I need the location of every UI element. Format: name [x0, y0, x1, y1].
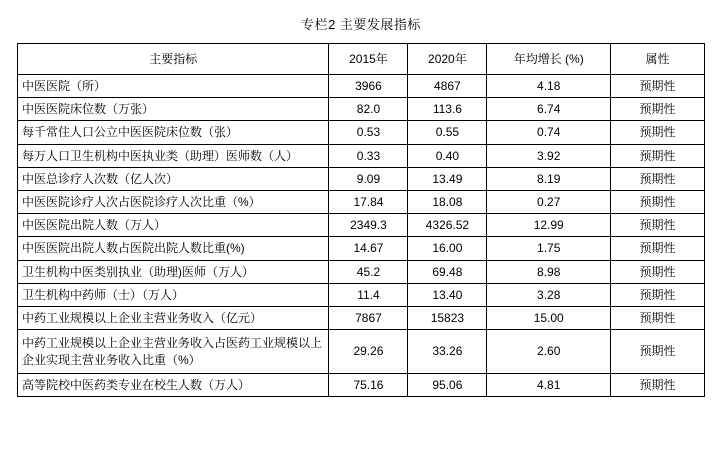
cell-growth: 3.92 [487, 144, 611, 167]
cell-2015: 2349.3 [329, 214, 408, 237]
cell-attribute: 预期性 [611, 144, 705, 167]
cell-indicator: 中医医院诊疗人次占医院诊疗人次比重（%） [18, 190, 329, 213]
cell-2015: 82.0 [329, 98, 408, 121]
table-row [18, 260, 705, 283]
cell-2015: 11.4 [329, 283, 408, 306]
cell-2020: 18.08 [408, 190, 487, 213]
cell-2020: 95.06 [408, 374, 487, 397]
cell-attribute: 预期性 [611, 190, 705, 213]
column-header-indicator: 主要指标 [18, 44, 329, 75]
cell-indicator: 中医医院出院人数（万人） [18, 214, 329, 237]
cell-2020: 113.6 [408, 98, 487, 121]
cell-2020: 13.40 [408, 283, 487, 306]
column-header-2020: 2020年 [408, 44, 487, 75]
cell-2020: 69.48 [408, 260, 487, 283]
cell-2015: 75.16 [329, 374, 408, 397]
cell-growth: 8.19 [487, 167, 611, 190]
cell-2015: 0.33 [329, 144, 408, 167]
table-body [18, 75, 705, 397]
cell-attribute: 预期性 [611, 374, 705, 397]
cell-attribute: 预期性 [611, 121, 705, 144]
table-row [18, 283, 705, 306]
cell-indicator: 卫生机构中药师（士）（万人） [18, 283, 329, 306]
indicators-table [17, 43, 705, 397]
cell-growth: 0.74 [487, 121, 611, 144]
table-row [18, 306, 705, 329]
cell-2015: 45.2 [329, 260, 408, 283]
cell-indicator: 每万人口卫生机构中医执业类（助理）医师数（人） [18, 144, 329, 167]
table-row [18, 214, 705, 237]
cell-indicator: 中药工业规模以上企业主营业务收入占医药工业规模以上企业实现主营业务收入比重（%） [18, 330, 329, 374]
cell-2015: 3966 [329, 75, 408, 98]
page-title: 专栏2 主要发展指标 [301, 17, 421, 32]
cell-2015: 14.67 [329, 237, 408, 260]
column-header-growth: 年均增长 (%) [487, 44, 611, 75]
cell-indicator: 中医医院（所） [18, 75, 329, 98]
table-row [18, 374, 705, 397]
cell-2020: 16.00 [408, 237, 487, 260]
column-header-attribute: 属性 [611, 44, 705, 75]
cell-attribute: 预期性 [611, 214, 705, 237]
cell-indicator: 中医总诊疗人次数（亿人次） [18, 167, 329, 190]
table-header-row [18, 44, 705, 75]
cell-growth: 0.27 [487, 190, 611, 213]
cell-2015: 7867 [329, 306, 408, 329]
table-row [18, 237, 705, 260]
cell-growth: 4.18 [487, 75, 611, 98]
cell-growth: 8.98 [487, 260, 611, 283]
cell-2020: 0.40 [408, 144, 487, 167]
cell-indicator: 中医医院床位数（万张） [18, 98, 329, 121]
cell-2020: 13.49 [408, 167, 487, 190]
cell-attribute: 预期性 [611, 330, 705, 374]
table-row [18, 190, 705, 213]
cell-indicator: 卫生机构中医类别执业（助理)医师（万人） [18, 260, 329, 283]
cell-growth: 1.75 [487, 237, 611, 260]
column-header-2015: 2015年 [329, 44, 408, 75]
cell-2020: 4326.52 [408, 214, 487, 237]
table-row [18, 121, 705, 144]
cell-attribute: 预期性 [611, 283, 705, 306]
table-row [18, 167, 705, 190]
cell-indicator: 中药工业规模以上企业主营业务收入（亿元） [18, 306, 329, 329]
cell-growth: 12.99 [487, 214, 611, 237]
cell-attribute: 预期性 [611, 237, 705, 260]
cell-2015: 29.26 [329, 330, 408, 374]
cell-growth: 15.00 [487, 306, 611, 329]
cell-2020: 33.26 [408, 330, 487, 374]
cell-growth: 3.28 [487, 283, 611, 306]
table-row [18, 75, 705, 98]
table-row [18, 144, 705, 167]
cell-2020: 0.55 [408, 121, 487, 144]
cell-indicator: 高等院校中医药类专业在校生人数（万人） [18, 374, 329, 397]
cell-attribute: 预期性 [611, 75, 705, 98]
cell-indicator: 中医医院出院人数占医院出院人数比重(%) [18, 237, 329, 260]
cell-2020: 4867 [408, 75, 487, 98]
cell-2015: 17.84 [329, 190, 408, 213]
cell-2015: 9.09 [329, 167, 408, 190]
cell-attribute: 预期性 [611, 260, 705, 283]
cell-2015: 0.53 [329, 121, 408, 144]
table-row [18, 330, 705, 374]
cell-growth: 6.74 [487, 98, 611, 121]
cell-indicator: 每千常住人口公立中医医院床位数（张） [18, 121, 329, 144]
cell-attribute: 预期性 [611, 167, 705, 190]
table-header [18, 44, 705, 75]
cell-growth: 4.81 [487, 374, 611, 397]
cell-2020: 15823 [408, 306, 487, 329]
cell-attribute: 预期性 [611, 98, 705, 121]
cell-growth: 2.60 [487, 330, 611, 374]
cell-attribute: 预期性 [611, 306, 705, 329]
table-row [18, 98, 705, 121]
